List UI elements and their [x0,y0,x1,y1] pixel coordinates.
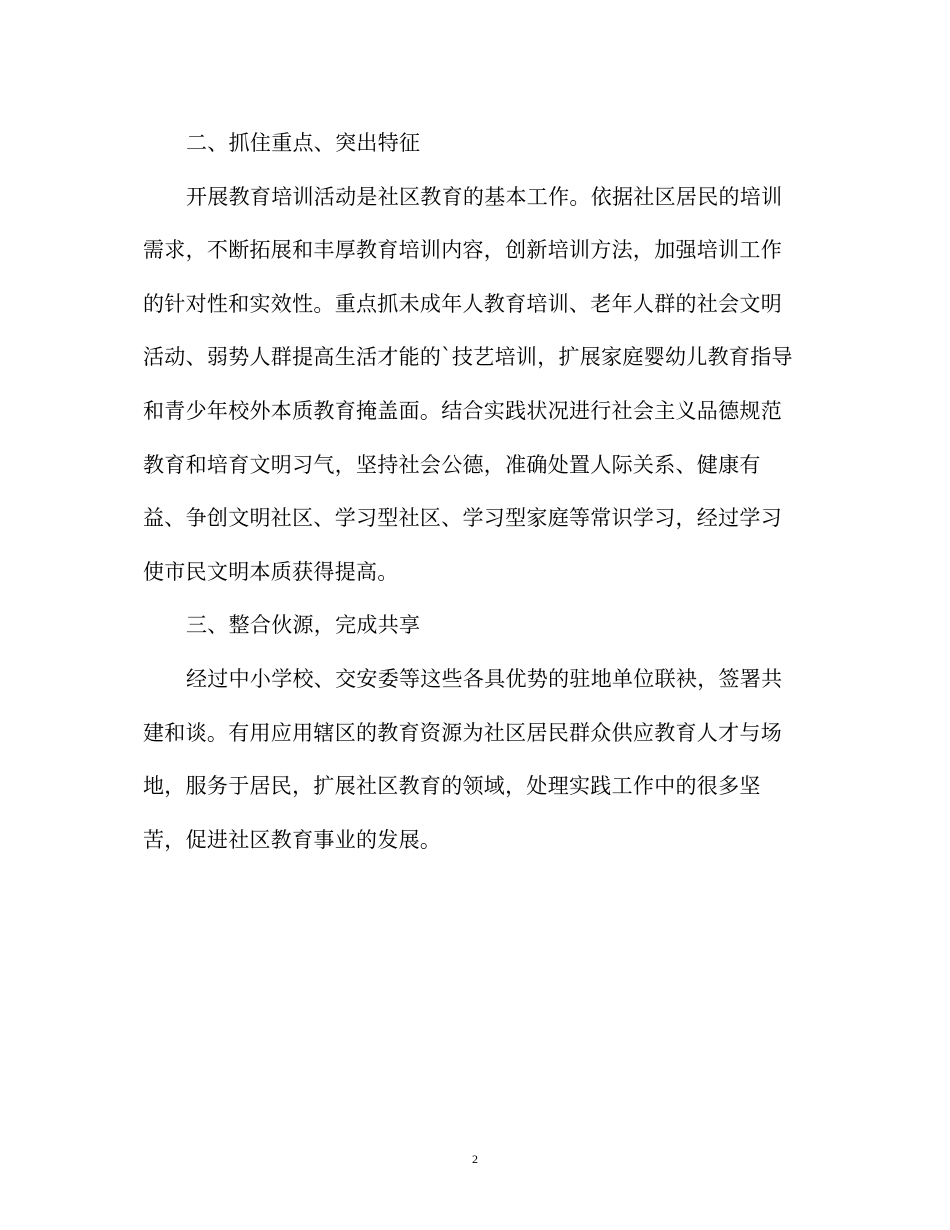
section-heading-2: 二、抓住重点、突出特征 [186,131,421,155]
paragraph-line: 和青少年校外本质教育掩盖面。结合实践状况进行社会主义品德规范 [143,398,782,423]
paragraph-line: 需求，不断拓展和丰厚教育培训内容，创新培训方法，加强培训工作 [143,238,782,263]
section-heading-3: 三、整合伙源，完成共享 [186,613,421,638]
paragraph-line: 苦，促进社区教育事业的发展。 [143,827,442,852]
paragraph-line: 开展教育培训活动是社区教育的基本工作。依据社区居民的培训 [186,184,783,209]
paragraph-line: 经过中小学校、交安委等这些各具优势的驻地单位联袂，签署共 [186,666,783,691]
paragraph-line: 的针对性和实效性。重点抓未成年人教育培训、老年人群的社会文明 [143,291,782,316]
paragraph-line: 益、争创文明社区、学习型社区、学习型家庭等常识学习，经过学习 [143,506,782,531]
paragraph-line: 教育和培育文明习气，坚持社会公德，准确处置人际关系、健康有 [143,452,761,477]
paragraph-line: 建和谈。有用应用辖区的教育资源为社区居民群众供应教育人才与场 [143,720,782,745]
page-number: 2 [472,1152,478,1166]
paragraph-line: 使市民文明本质获得提高。 [143,559,399,584]
document-body [143,121,823,871]
paragraph-line: 活动、弱势人群提高生活才能的`技艺培训，扩展家庭婴幼儿教育指导 [143,345,793,370]
paragraph-line: 地，服务于居民，扩展社区教育的领域，处理实践工作中的很多坚 [143,774,761,799]
